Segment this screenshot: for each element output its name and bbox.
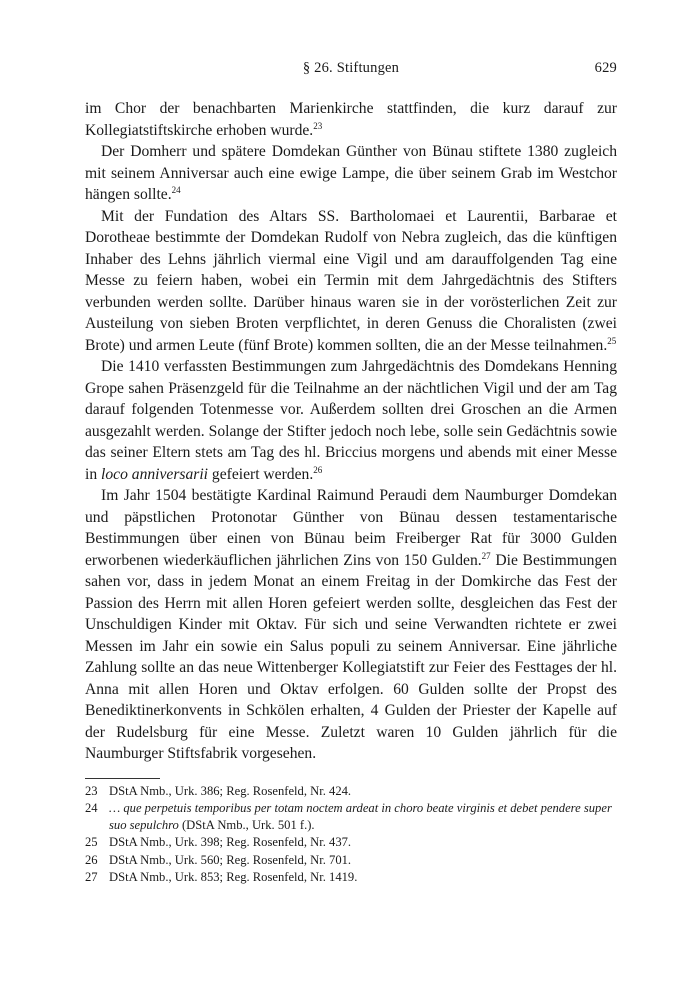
footnote (85, 869, 617, 886)
text-run: Die 1410 verfassten Bestimmungen zum Jahrgedächtnis des Domdekans Henning Grope sahen Präsenzgeld für die Teilnahme an der nächtlichen Vigil und der am Tag darauf folgenden Totenmesse vor. Außerdem sollten drei Groschen an die Armen ausgezahlt werden. Solange der Stifter jedoch noch lebe, solle sein Gedächtnis sowie das seiner Eltern stets am Tag des hl. Briccius morgens und abends mit einer Messe in (85, 358, 617, 483)
text-run: Mit der Fundation des Altars SS. Bartholomaei et Laurentii, Barbarae et Dorotheae bestimmte der Domdekan Rudolf von Nebra zugleich, das die künftigen Inhaber des Lehns jährlich viermal eine Vigil und am darauffolgenden Tag eine Messe zu feiern haben, wobei ein Termin mit dem Jahrgedächtnis des Stifters verbunden werden sollte. Darüber hinaus waren sie in der vorösterlichen Zeit zur Austeilung von sieben Broten verpflichtet, in deren Genuss die Choralisten (zwei Brote) und armen Leute (fünf Brote) kommen sollten, die an der Messe teilnahmen. (85, 207, 617, 354)
running-head-title: § 26. Stiftungen (302, 60, 400, 76)
paragraph (85, 485, 617, 765)
footnote-text (109, 869, 617, 886)
italic-text: … que perpetuis temporibus per totam noctem ardeat in choro beate virginis et debet pendere super suo sepulchro (109, 800, 612, 833)
footnote-ref: 26 (313, 464, 323, 475)
footnotes (85, 783, 617, 887)
paragraph (85, 141, 617, 206)
footnote-text (109, 834, 617, 851)
text-run: im Chor der benachbarten Marienkirche stattfinden, die kurz darauf zur Kollegiatstiftskirche erhoben wurde. (85, 100, 617, 139)
footnote-text (109, 800, 617, 835)
body-text (85, 98, 617, 765)
text-run: Die Bestimmungen sahen vor, dass in jedem Monat an einem Freitag in der Domkirche das Fest der Passion des Herrn mit allen Horen gefeiert werden sollte, desgleichen das Fest der Unschuldigen Kinder mit Oktav. Für sich und seine Verwandten richtete er zwei Messen im Jahr ein sowie ein Salus populi zu seinem Anniversar. Eine jährliche Zahlung sollte an das neue Wittenberger Kollegiatstift zur Feier des Festtages der hl. Anna mit allen Horen und Oktav erfolgen. 60 Gulden sollte der Propst des Benediktinerkonvents in Schkölen erhalten, 4 Gulden der Priester der Kapelle auf der Rudelsburg für eine Messe. Zuletzt waren 10 Gulden jährlich für die Naumburger Stiftsfabrik vorgesehen. (85, 551, 617, 762)
footnote-divider (85, 778, 160, 779)
footnote-ref: 23 (313, 120, 323, 131)
text-run: DStA Nmb., Urk. 853; Reg. Rosenfeld, Nr. 1419. (109, 869, 358, 884)
footnote (85, 834, 617, 851)
footnote (85, 852, 617, 869)
footnote-number: 27 (85, 869, 98, 884)
paragraph (85, 206, 617, 357)
footnote-text (109, 852, 617, 869)
footnote-number: 24 (85, 800, 98, 815)
footnote-number: 25 (85, 835, 98, 850)
page-number: 629 (594, 60, 617, 76)
text-run: gefeiert werden. (208, 465, 314, 483)
footnote-text (109, 783, 617, 800)
paragraph (85, 98, 617, 141)
italic-text: loco anniversarii (101, 465, 209, 483)
footnote-ref: 27 (481, 550, 491, 561)
text-run: Der Domherr und spätere Domdekan Günther von Bünau stiftete 1380 zugleich mit seinem Anniversar auch eine ewige Lampe, die über seinem Grab im Westchor hängen sollte. (85, 143, 617, 203)
footnote-number: 23 (85, 783, 98, 798)
paragraph (85, 356, 617, 485)
footnote (85, 783, 617, 800)
running-head (85, 60, 617, 82)
footnote-ref: 24 (171, 184, 181, 195)
text-run: DStA Nmb., Urk. 386; Reg. Rosenfeld, Nr. 424. (109, 783, 352, 798)
footnote-number: 26 (85, 852, 98, 867)
footnote-ref: 25 (607, 335, 617, 346)
text-run: DStA Nmb., Urk. 560; Reg. Rosenfeld, Nr. 701. (109, 852, 352, 867)
text-run: Im Jahr 1504 bestätigte Kardinal Raimund Peraudi dem Naumburger Domdekan und päpstlichen Protonotar Günther von Bünau dessen testamentarische Bestimmungen über einen von Bünau beim Freiberger Rat für 3000 Gulden erworbenen wiederkäuflichen jährlichen Zins von 150 Gulden. (85, 487, 617, 569)
book-page (85, 60, 617, 886)
text-run: DStA Nmb., Urk. 398; Reg. Rosenfeld, Nr. 437. (109, 835, 352, 850)
footnote (85, 800, 617, 835)
text-run: (DStA Nmb., Urk. 501 f.). (178, 818, 315, 833)
